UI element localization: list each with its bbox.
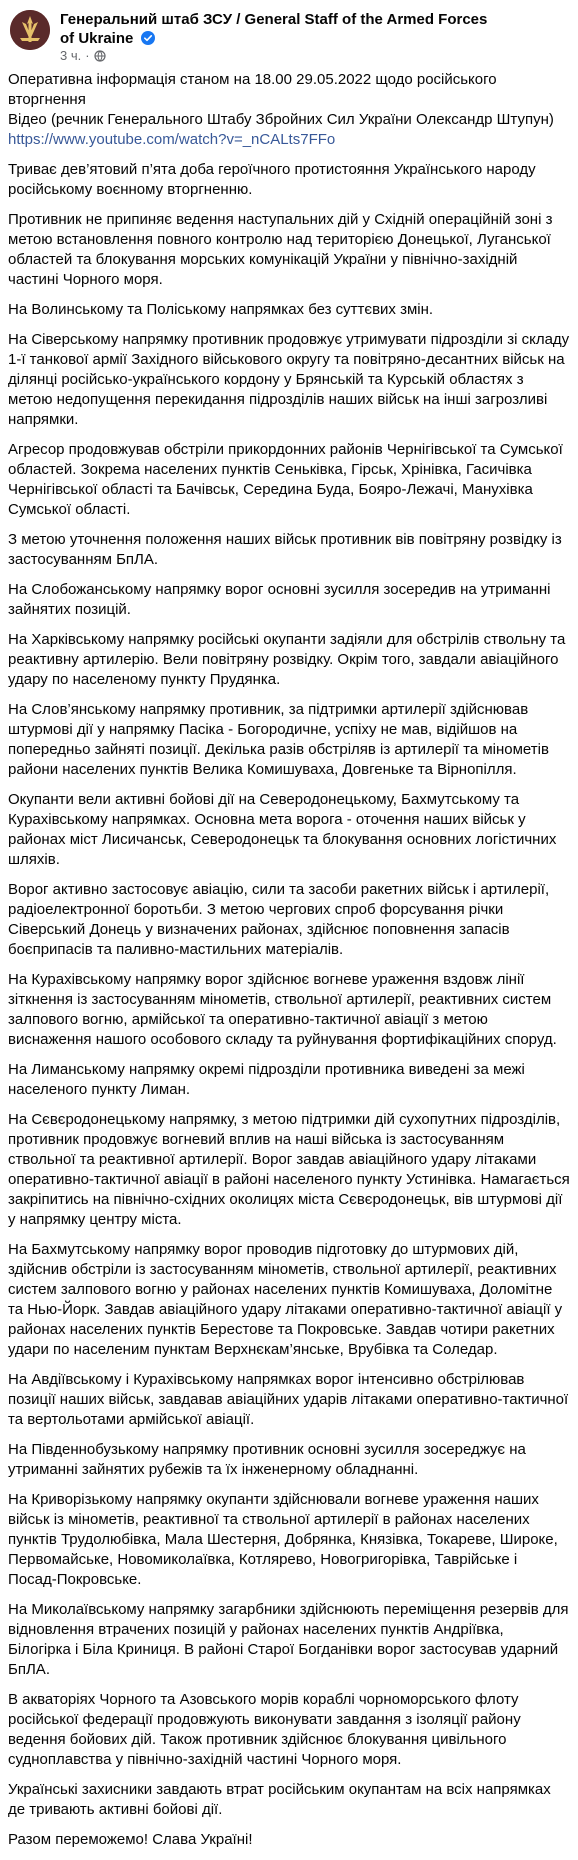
intro-line-2: Відео (речник Генерального Штабу Збройних Сил України Олександр Штупун) [8,111,554,128]
paragraph: Українські захисники завдають втрат російським окупантам на всіх напрямках де тривають активні бойові дії. [8,1781,551,1818]
globe-icon [94,50,106,66]
paragraph: З метою уточнення положення наших військ противник вів повітряну розвідку із застосуванням БпЛА. [8,531,562,568]
paragraph: На Сєвєродонецькому напрямку, з метою підтримки дій сухопутних підрозділів, противник продовжує вогневий вплив на наші війська із застосуванням ствольної та реактивної артилерії. Ворог завдав авіаційного удару літаками оперативно-тактичної авіації в районі населеного пункту Устинівка. Намагається закріпитись на північно-східних околицях міста Сєвєродонецьк, вів штурмові дії у напрямку центру міста. [8,1111,570,1228]
paragraph: На Волинському та Поліському напрямках без суттєвих змін. [8,301,434,318]
paragraph: Ворог активно застосовує авіацію, сили та засоби ракетних військ і артилерії, радіоелектронної боротьби. З метою чергових спроб форсування річки Сіверський Донець у визначених районах, здійснює поповнення запасів боєприпасів та паливно-мастильних матеріалів. [8,881,550,958]
paragraph: Противник не припиняє ведення наступальних дій у Східній операційній зоні з метою встановлення повного контролю над територією Донецької, Луганської областей та блокування морських комунікацій України у північно-західній частині Чорного моря. [8,211,553,288]
paragraph: На Миколаївському напрямку загарбники здійснюють переміщення резервів для відновлення втрачених позицій у районах населених пунктів Андріївка, Білогірка і Біла Криниця. В районі Старої Богданівки ворог застосував ударний БпЛА. [8,1601,569,1678]
paragraph: На Сіверському напрямку противник продовжує утримувати підрозділи зі складу 1-ї танкової армії Західного військового округу та повітряно-десантних військ на ділянці російсько-українського кордону у Брянській та Курській областях з метою недопущення перекидання підрозділів наших військ на інші загрозливі напрямки. [8,331,570,428]
paragraph: Триває дев’ятовий п’ята доба героїчного протистояння Українського народу російському воєнному вторгненню. [8,161,536,198]
paragraph: На Південнобузькому напрямку противник основні зусилля зосереджує на утриманні зайнятих рубежів та їх інженерному обладнанні. [8,1441,526,1478]
meta-separator: · [85,48,90,63]
verified-badge-icon [141,31,155,50]
paragraph: На Слобожанському напрямку ворог основні зусилля зосередив на утриманні зайнятих позицій. [8,581,551,618]
paragraph: Окупанти вели активні бойові дії на Северодонецькому, Бахмутському та Курахівському напрямках. Основна мета ворога - оточення наших військ у районах міст Лисичанськ, Северодонецьк та блокування основних логістичних шляхів. [8,791,557,868]
paragraph: На Харківському напрямку російські окупанти задіяли для обстрілів ствольну та реактивну артилерію. Вели повітряну розвідку. Окрім того, завдали авіаційного удару по населеному пункту Прудянка. [8,631,566,688]
paragraph: Разом переможемо! Слава Україні! [8,1831,253,1848]
intro-line-1: Оперативна інформація станом на 18.00 29.05.2022 щодо російського вторгнення [8,71,497,108]
paragraph: На Курахівському напрямку ворог здійснює вогневе ураження вздовж лінії зіткнення із застосуванням мінометів, ствольної артилерії, реактивних систем залпового вогню, армійської та оперативно-тактичної авіації з метою виснаження нашого особового складу та руйнування фортифікаційних споруд. [8,971,557,1048]
page-avatar[interactable] [10,10,50,50]
page-name[interactable] [60,10,500,50]
post-header [0,0,578,70]
paragraph: В акваторіях Чорного та Азовського морів кораблі чорноморського флоту російської федерації продовжують виконувати завдання з ізоляції району ведення бойових дій. Також противник здійснює блокування цивільного судноплавства у північно-західній частині Чорного моря. [8,1691,521,1768]
post-meta [60,48,106,66]
youtube-link[interactable]: https://www.youtube.com/watch?v=_nCALts7FFo [8,131,336,148]
post-intro [8,70,570,150]
paragraph: Агресор продовжував обстріли прикордонних районів Чернігівської та Сумської областей. Зокрема населених пунктів Сеньківка, Гірськ, Хрінівка, Гасичівка Чернігівської області та Бачівськ, Середина Буда, Бояро-Лежачі, Манухівка Сумської області. [8,441,563,518]
paragraph: На Слов’янському напрямку противник, за підтримки артилерії здійснював штурмові дії у напрямку Пасіка - Богородичне, успіху не мав, відійшов на попередньо зайняті позиції. Декілька разів обстріляв із артилерії та мінометів райони населених пунктів Велика Комишуваха, Довгеньке та Вірнопілля. [8,701,549,778]
page-name-text[interactable]: Генеральний штаб ЗСУ / General Staff of the Armed Forces of Ukraine [60,11,488,47]
post-time[interactable]: 3 ч. [60,48,82,63]
paragraph: На Лиманському напрямку окремі підрозділи противника виведені за межі населеного пункту Лиман. [8,1061,525,1098]
emblem-icon [10,10,50,50]
post-content [8,70,570,1860]
paragraph: На Криворізькому напрямку окупанти здійснювали вогневе ураження наших військ із мінометів, реактивної та ствольної артилерії в районах населених пунктів Трудолюбівка, Мала Шестерня, Добрянка, Князівка, Токареве, Широке, Первомайське, Новомиколаївка, Котлярево, Новогригорівка, Таврійське і Посад-Покровське. [8,1491,558,1588]
paragraph: На Бахмутському напрямку ворог проводив підготовку до штурмових дій, здійснив обстріли із застосуванням мінометів, ствольної артилерії, реактивних систем залпового вогню у районах населених пунктів Комишуваха, Доломітне та Нью-Йорк. Завдав авіаційного удару літаками оперативно-тактичної авіації у районах населених пунктів Берестове та Покровське. Завдав чотири ракетних удари по населеним пунктам Верхнєкам’янське, Врубівка та Соледар. [8,1241,563,1358]
paragraph: На Авдіївському і Курахівському напрямках ворог інтенсивно обстрілював позиції наших військ, завдавав авіаційних ударів літаками оперативно-тактичної та вертольотами армійської авіації. [8,1371,569,1428]
